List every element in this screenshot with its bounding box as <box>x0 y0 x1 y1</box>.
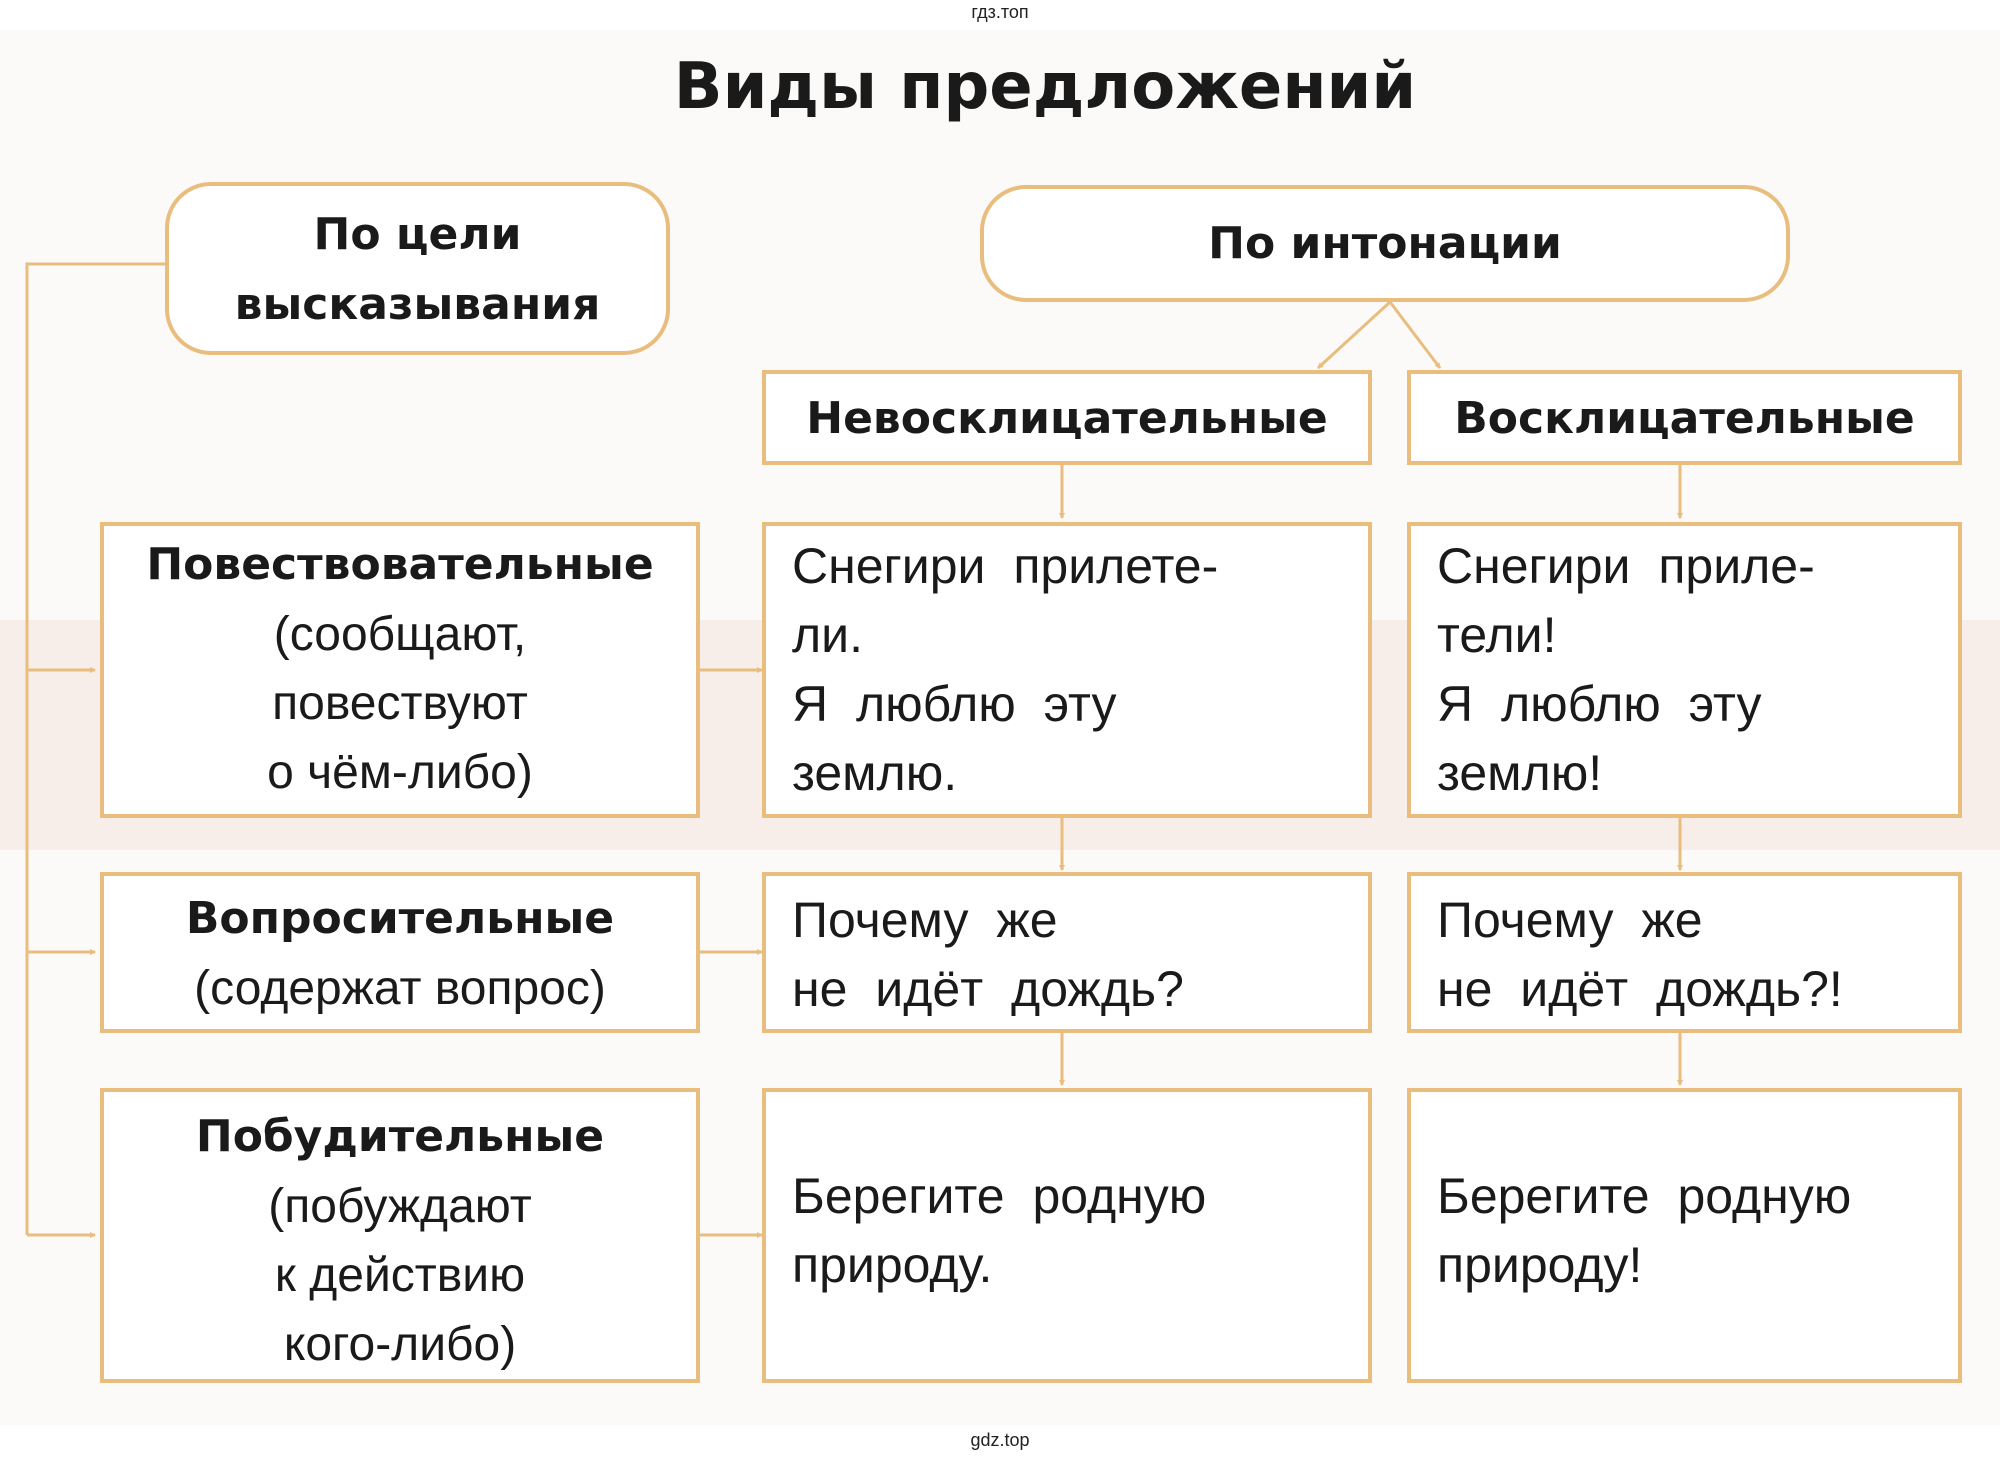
interrogative-type-cell <box>104 884 696 1023</box>
arrow-to-exclamatory <box>1390 302 1440 368</box>
interrogative-type-description: (содержат вопрос) <box>194 962 606 1015</box>
exclamatory-header-box <box>1407 370 1962 465</box>
declarative-non-exclamatory-box <box>762 522 1372 818</box>
declarative-type-description: (сообщают, повествуют о чём-либо) <box>267 608 533 799</box>
watermark-top: гдз.топ <box>971 2 1029 22</box>
declarative-exclamatory-box <box>1407 522 1962 818</box>
purpose-header-label: По цели высказывания <box>234 209 601 330</box>
interrogative-type-label: Вопросительные <box>185 893 615 944</box>
imperative-type-cell <box>104 1102 696 1379</box>
non-exclamatory-header-label: Невосклицательные <box>806 393 1328 444</box>
imperative-type-label: Побудительные <box>195 1111 605 1162</box>
declarative-exclamatory-example: Снегири приле- тели! Я люблю эту землю! <box>1437 538 1815 801</box>
declarative-non-exclamatory-example: Снегири прилете- ли. Я люблю эту землю. <box>792 538 1219 801</box>
imperative-type-box <box>100 1088 700 1383</box>
interrogative-exclamatory-box <box>1407 872 1962 1033</box>
diagram-title: Виды предложений <box>673 50 1417 124</box>
watermark-bottom: gdz.top <box>970 1430 1030 1450</box>
interrogative-non-exclamatory-box <box>762 872 1372 1033</box>
interrogative-exclamatory-example: Почему же не идёт дождь?! <box>1437 892 1843 1017</box>
imperative-exclamatory-box <box>1407 1088 1962 1383</box>
arrow-to-non-exclamatory <box>1318 302 1390 368</box>
interrogative-type-box <box>100 872 700 1033</box>
imperative-non-exclamatory-example: Берегите родную природу. <box>792 1168 1207 1293</box>
intonation-header-box <box>980 185 1790 302</box>
declarative-type-label: Повествовательные <box>146 539 654 590</box>
non-exclamatory-header-box <box>762 370 1372 465</box>
imperative-exclamatory-example: Берегите родную природу! <box>1437 1168 1852 1293</box>
declarative-type-box <box>100 522 700 818</box>
imperative-type-description: (побуждают к действию кого-либо) <box>268 1180 532 1371</box>
interrogative-non-exclamatory-example: Почему же не идёт дождь? <box>792 892 1184 1017</box>
intonation-header-label: По интонации <box>1208 218 1562 269</box>
exclamatory-header-label: Восклицательные <box>1454 393 1915 444</box>
imperative-non-exclamatory-box <box>762 1088 1372 1383</box>
declarative-type-cell <box>104 530 696 807</box>
purpose-header-box <box>165 182 670 355</box>
